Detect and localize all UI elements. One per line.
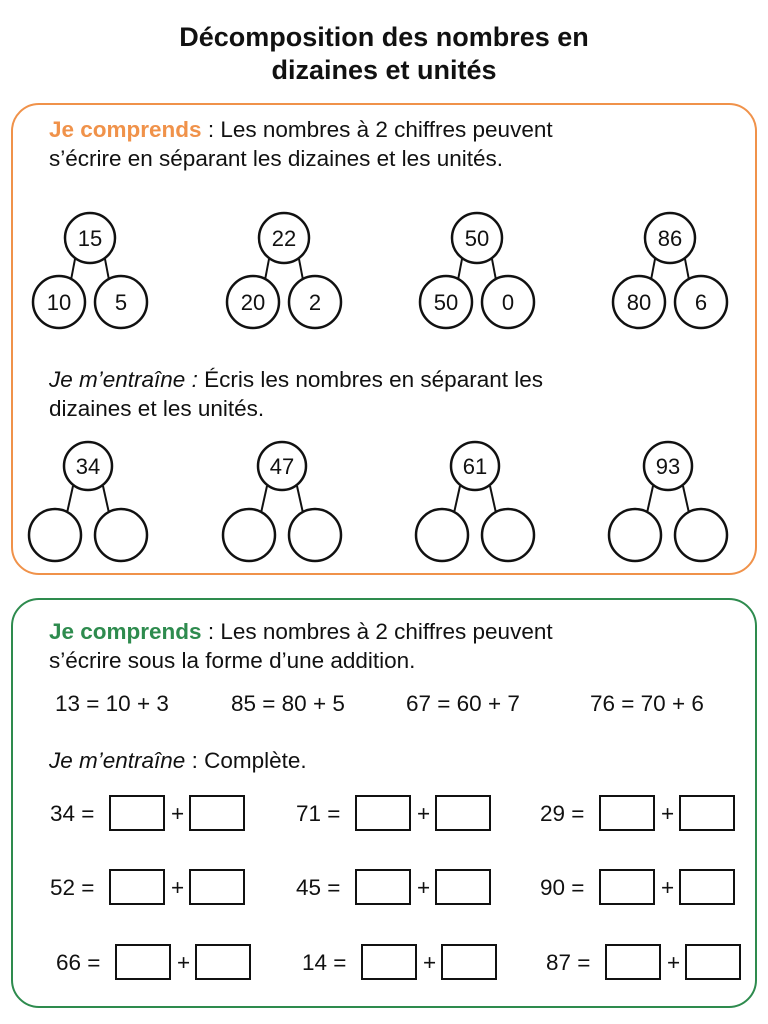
example-tree-tens-label: 10 xyxy=(46,290,72,315)
section1-practice-text: Écris les nombres en séparant les xyxy=(197,367,543,392)
exercise-number-label: 66 = xyxy=(56,950,101,975)
section2-practice-keyword: Je m’entraîne xyxy=(49,748,186,773)
example-tree-number-label: 86 xyxy=(657,226,683,251)
tens-answer-box[interactable] xyxy=(115,944,171,980)
plus-sign: + xyxy=(417,801,431,826)
section1-practice-line2: dizaines et les unités. xyxy=(49,396,265,421)
units-answer-box[interactable] xyxy=(195,944,251,980)
tens-answer-box[interactable] xyxy=(605,944,661,980)
exercise-number-label: 29 = xyxy=(540,801,585,826)
exercise-tree-units-circle xyxy=(289,509,341,561)
tens-answer-box[interactable] xyxy=(599,795,655,831)
page-title-line2: dizaines et unités xyxy=(271,55,497,85)
exercise-number-label: 90 = xyxy=(540,875,585,900)
exercise-tree-number-label: 61 xyxy=(462,454,488,479)
example-tree-branch-left xyxy=(71,259,75,280)
example-tree-number-label: 50 xyxy=(464,226,490,251)
exercise-number-label: 14 = xyxy=(302,950,347,975)
plus-sign: + xyxy=(171,801,185,826)
example-tree-branch-right xyxy=(492,259,496,280)
section1-practice-keyword: Je m’entraîne : xyxy=(49,367,198,392)
exercise-tree-branch-right xyxy=(103,486,109,513)
section1-intro-keyword: Je comprends xyxy=(49,117,202,142)
units-answer-box[interactable] xyxy=(189,795,245,831)
exercise-tree-tens-circle xyxy=(29,509,81,561)
exercise-tree-units-circle xyxy=(675,509,727,561)
exercise-tree-number-label: 47 xyxy=(269,454,295,479)
example-tree-branch-left xyxy=(651,259,655,280)
example-tree-units-label: 2 xyxy=(308,290,322,315)
units-answer-box[interactable] xyxy=(441,944,497,980)
example-tree-tens-label: 20 xyxy=(240,290,266,315)
plus-sign: + xyxy=(177,950,191,975)
tens-answer-box[interactable] xyxy=(599,869,655,905)
plus-sign: + xyxy=(417,875,431,900)
example-equation: 85 = 80 + 5 xyxy=(231,691,345,716)
plus-sign: + xyxy=(661,875,675,900)
example-tree-number-label: 22 xyxy=(271,226,297,251)
section2-intro-line2: s’écrire sous la forme d’une addition. xyxy=(49,648,416,673)
exercise-tree-units-circle xyxy=(95,509,147,561)
exercise-tree-branch-left xyxy=(67,486,73,513)
exercise-number-label: 34 = xyxy=(50,801,95,826)
exercise-tree-branch-right xyxy=(490,486,496,513)
exercise-tree-branch-left xyxy=(647,486,653,513)
exercise-tree-number-label: 93 xyxy=(655,454,681,479)
section2-intro-keyword: Je comprends xyxy=(49,619,202,644)
tens-answer-box[interactable] xyxy=(109,795,165,831)
exercise-tree-tens-circle xyxy=(416,509,468,561)
example-equation: 76 = 70 + 6 xyxy=(590,691,704,716)
units-answer-box[interactable] xyxy=(685,944,741,980)
units-answer-box[interactable] xyxy=(435,795,491,831)
section1-intro-text: : Les nombres à 2 chiffres peuvent xyxy=(201,117,553,142)
exercise-tree-tens-circle xyxy=(223,509,275,561)
units-answer-box[interactable] xyxy=(189,869,245,905)
example-equation: 13 = 10 + 3 xyxy=(55,691,169,716)
tens-answer-box[interactable] xyxy=(355,795,411,831)
tens-answer-box[interactable] xyxy=(355,869,411,905)
exercise-number-label: 45 = xyxy=(296,875,341,900)
plus-sign: + xyxy=(423,950,437,975)
example-tree-branch-left xyxy=(458,259,462,280)
exercise-number-label: 71 = xyxy=(296,801,341,826)
units-answer-box[interactable] xyxy=(435,869,491,905)
section2-intro-text: : Les nombres à 2 chiffres peuvent xyxy=(201,619,553,644)
exercise-number-label: 52 = xyxy=(50,875,95,900)
plus-sign: + xyxy=(171,875,185,900)
example-tree-units-label: 0 xyxy=(501,290,515,315)
section1-intro-line2: s’écrire en séparant les dizaines et les unités. xyxy=(49,146,503,171)
plus-sign: + xyxy=(661,801,675,826)
section2-practice-text: : Complète. xyxy=(185,748,307,773)
page-title-line1: Décomposition des nombres en xyxy=(179,22,589,52)
exercise-tree-number-label: 34 xyxy=(75,454,101,479)
example-tree-branch-right xyxy=(105,259,109,280)
exercise-tree-branch-left xyxy=(454,486,460,513)
exercise-tree-units-circle xyxy=(482,509,534,561)
tens-answer-box[interactable] xyxy=(361,944,417,980)
exercise-tree-branch-left xyxy=(261,486,267,513)
example-tree-units-label: 5 xyxy=(114,290,128,315)
example-tree-units-label: 6 xyxy=(694,290,708,315)
example-equation: 67 = 60 + 7 xyxy=(406,691,520,716)
section2-practice-line xyxy=(49,746,307,775)
example-tree-branch-right xyxy=(299,259,303,280)
example-tree-branch-left xyxy=(265,259,269,280)
example-tree-number-label: 15 xyxy=(77,226,103,251)
exercise-tree-branch-right xyxy=(297,486,303,513)
example-tree-tens-label: 80 xyxy=(626,290,652,315)
exercise-tree-branch-right xyxy=(683,486,689,513)
section2-intro-line1 xyxy=(49,617,553,646)
example-tree-branch-right xyxy=(685,259,689,280)
exercise-number-label: 87 = xyxy=(546,950,591,975)
tens-answer-box[interactable] xyxy=(109,869,165,905)
units-answer-box[interactable] xyxy=(679,795,735,831)
plus-sign: + xyxy=(667,950,681,975)
units-answer-box[interactable] xyxy=(679,869,735,905)
example-tree-tens-label: 50 xyxy=(433,290,459,315)
exercise-tree-tens-circle xyxy=(609,509,661,561)
